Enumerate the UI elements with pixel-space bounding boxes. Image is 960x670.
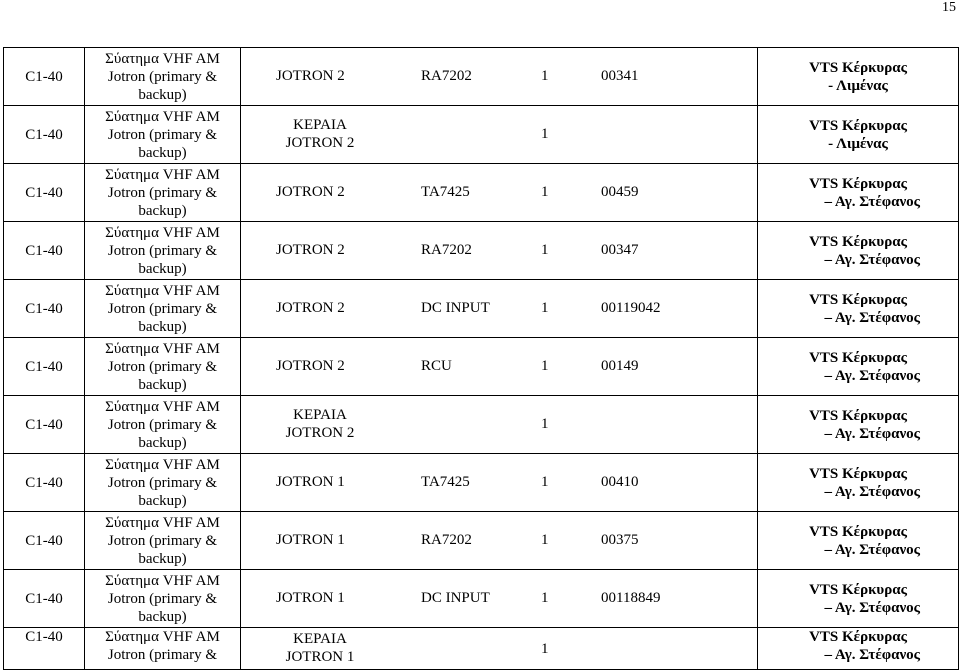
location-cell bbox=[758, 48, 959, 106]
system-cell bbox=[85, 106, 241, 164]
location-line: VTS Κέρκυρας bbox=[809, 581, 907, 598]
equipment-cell bbox=[241, 396, 758, 454]
system-line: backup) bbox=[138, 376, 187, 393]
equipment-name bbox=[275, 116, 365, 152]
code-cell: C1-40 bbox=[4, 454, 85, 512]
table-row bbox=[4, 338, 959, 396]
location-line: VTS Κέρκυρας bbox=[809, 629, 907, 645]
equipment-name-line: JOTRON 1 bbox=[276, 590, 345, 606]
location-line: – Αγ. Στέφανος bbox=[824, 309, 920, 326]
location-cell bbox=[758, 222, 959, 280]
page-number: 15 bbox=[942, 0, 956, 15]
location-line: VTS Κέρκυρας bbox=[809, 349, 907, 366]
equipment-serial: 00149 bbox=[601, 358, 639, 374]
location-line: – Αγ. Στέφανος bbox=[824, 647, 920, 663]
location-cell bbox=[758, 454, 959, 512]
equipment-name-line: JOTRON 2 bbox=[285, 135, 355, 151]
table-row bbox=[4, 628, 959, 670]
equipment-type: TA7425 bbox=[421, 184, 470, 200]
system-line: backup) bbox=[138, 608, 187, 625]
equipment-serial: 00410 bbox=[601, 474, 639, 490]
location-cell bbox=[758, 164, 959, 222]
system-line: Jotron (primary & bbox=[107, 68, 218, 85]
table-row bbox=[4, 396, 959, 454]
equipment-quantity: 1 bbox=[541, 126, 549, 142]
location-line: – Αγ. Στέφανος bbox=[824, 367, 920, 384]
system-line: Jotron (primary & bbox=[107, 590, 218, 607]
system-cell bbox=[85, 48, 241, 106]
equipment-name bbox=[276, 589, 345, 607]
equipment-type: RCU bbox=[421, 358, 452, 374]
code-cell: C1-40 bbox=[4, 628, 85, 670]
equipment-cell bbox=[241, 280, 758, 338]
system-line: backup) bbox=[138, 492, 187, 509]
system-cell bbox=[85, 338, 241, 396]
location-line: – Αγ. Στέφανος bbox=[824, 541, 920, 558]
system-line: backup) bbox=[138, 550, 187, 567]
code-cell: C1-40 bbox=[4, 222, 85, 280]
equipment-type: DC INPUT bbox=[421, 300, 490, 316]
system-line: Jotron (primary & bbox=[107, 300, 218, 317]
equipment-name bbox=[276, 241, 345, 259]
equipment-name-line: JOTRON 2 bbox=[276, 68, 345, 84]
equipment-cell bbox=[241, 628, 758, 670]
location-cell bbox=[758, 512, 959, 570]
code-cell: C1-40 bbox=[4, 48, 85, 106]
equipment-name bbox=[276, 183, 345, 201]
equipment-cell bbox=[241, 338, 758, 396]
system-line: Jotron (primary & bbox=[107, 242, 218, 259]
system-cell bbox=[85, 396, 241, 454]
equipment-cell bbox=[241, 106, 758, 164]
equipment-name-line: JOTRON 2 bbox=[276, 184, 345, 200]
equipment-serial: 00459 bbox=[601, 184, 639, 200]
table-row bbox=[4, 48, 959, 106]
code-cell: C1-40 bbox=[4, 338, 85, 396]
equipment-name bbox=[276, 299, 345, 317]
equipment-quantity: 1 bbox=[541, 184, 549, 200]
equipment-cell bbox=[241, 512, 758, 570]
system-line: backup) bbox=[138, 260, 187, 277]
equipment-quantity: 1 bbox=[541, 532, 549, 548]
equipment-name-line: JOTRON 2 bbox=[285, 425, 355, 441]
system-line: Jotron (primary & bbox=[107, 474, 218, 491]
location-line: VTS Κέρκυρας bbox=[809, 291, 907, 308]
system-line: Σύατημα VHF AM bbox=[105, 50, 220, 67]
system-line: Σύατημα VHF AM bbox=[105, 108, 220, 125]
table-row bbox=[4, 280, 959, 338]
code-cell: C1-40 bbox=[4, 164, 85, 222]
equipment-quantity: 1 bbox=[541, 641, 549, 657]
equipment-cell bbox=[241, 454, 758, 512]
location-line: – Αγ. Στέφανος bbox=[824, 425, 920, 442]
system-cell bbox=[85, 570, 241, 628]
equipment-name-line: JOTRON 2 bbox=[276, 358, 345, 374]
system-line: backup) bbox=[138, 86, 187, 103]
location-cell bbox=[758, 106, 959, 164]
location-line: VTS Κέρκυρας bbox=[809, 59, 907, 76]
system-line: Σύατημα VHF AM bbox=[105, 572, 220, 589]
inventory-table-body bbox=[4, 48, 959, 670]
equipment-cell bbox=[241, 48, 758, 106]
table-row bbox=[4, 222, 959, 280]
system-line: Jotron (primary & bbox=[107, 358, 218, 375]
system-line: Σύατημα VHF AM bbox=[105, 629, 220, 645]
equipment-serial: 00375 bbox=[601, 532, 639, 548]
equipment-type: RA7202 bbox=[421, 242, 472, 258]
equipment-serial: 00118849 bbox=[601, 590, 661, 606]
equipment-serial: 00119042 bbox=[601, 300, 661, 316]
system-cell bbox=[85, 512, 241, 570]
equipment-type: TA7425 bbox=[421, 474, 470, 490]
inventory-table bbox=[3, 47, 959, 670]
equipment-cell bbox=[241, 164, 758, 222]
system-cell bbox=[85, 280, 241, 338]
location-cell bbox=[758, 280, 959, 338]
location-line: VTS Κέρκυρας bbox=[809, 175, 907, 192]
location-line: – Αγ. Στέφανος bbox=[824, 483, 920, 500]
location-cell bbox=[758, 338, 959, 396]
location-line: VTS Κέρκυρας bbox=[809, 465, 907, 482]
location-line: VTS Κέρκυρας bbox=[809, 117, 907, 134]
equipment-serial: 00347 bbox=[601, 242, 639, 258]
system-line: Σύατημα VHF AM bbox=[105, 224, 220, 241]
system-line: Σύατημα VHF AM bbox=[105, 340, 220, 357]
equipment-cell bbox=[241, 222, 758, 280]
system-cell bbox=[85, 454, 241, 512]
equipment-name bbox=[275, 630, 365, 666]
system-line: Σύατημα VHF AM bbox=[105, 166, 220, 183]
equipment-name-line: JOTRON 1 bbox=[285, 649, 355, 665]
code-cell: C1-40 bbox=[4, 512, 85, 570]
system-line: Σύατημα VHF AM bbox=[105, 514, 220, 531]
equipment-quantity: 1 bbox=[541, 68, 549, 84]
location-line: VTS Κέρκυρας bbox=[809, 407, 907, 424]
system-line: Σύατημα VHF AM bbox=[105, 282, 220, 299]
table-row bbox=[4, 512, 959, 570]
system-line: Σύατημα VHF AM bbox=[105, 398, 220, 415]
system-line: Jotron (primary & bbox=[107, 532, 218, 549]
equipment-quantity: 1 bbox=[541, 474, 549, 490]
system-line: Jotron (primary & bbox=[107, 126, 218, 143]
location-cell bbox=[758, 570, 959, 628]
system-line: backup) bbox=[138, 434, 187, 451]
system-cell bbox=[85, 164, 241, 222]
system-line: backup) bbox=[138, 318, 187, 335]
code-cell: C1-40 bbox=[4, 106, 85, 164]
equipment-name bbox=[276, 357, 345, 375]
equipment-name-line: JOTRON 2 bbox=[276, 300, 345, 316]
equipment-quantity: 1 bbox=[541, 358, 549, 374]
system-line: Jotron (primary & bbox=[107, 416, 218, 433]
system-line: backup) bbox=[138, 144, 187, 161]
system-line: Jotron (primary & bbox=[107, 647, 218, 663]
location-line: - Λιμένας bbox=[828, 135, 888, 152]
equipment-serial: 00341 bbox=[601, 68, 639, 84]
code-cell: C1-40 bbox=[4, 570, 85, 628]
equipment-name bbox=[276, 67, 345, 85]
location-line: VTS Κέρκυρας bbox=[809, 233, 907, 250]
equipment-name bbox=[275, 406, 365, 442]
system-line: Σύατημα VHF AM bbox=[105, 456, 220, 473]
equipment-quantity: 1 bbox=[541, 242, 549, 258]
equipment-name-line: JOTRON 2 bbox=[276, 242, 345, 258]
equipment-type: RA7202 bbox=[421, 532, 472, 548]
code-cell: C1-40 bbox=[4, 396, 85, 454]
location-line: - Λιμένας bbox=[828, 77, 888, 94]
equipment-quantity: 1 bbox=[541, 590, 549, 606]
table-row bbox=[4, 454, 959, 512]
equipment-name bbox=[276, 531, 345, 549]
table-row bbox=[4, 570, 959, 628]
equipment-name-line: ΚΕΡΑΙΑ bbox=[293, 631, 347, 647]
equipment-cell bbox=[241, 570, 758, 628]
table-row bbox=[4, 164, 959, 222]
location-cell bbox=[758, 396, 959, 454]
code-cell: C1-40 bbox=[4, 280, 85, 338]
location-line: – Αγ. Στέφανος bbox=[824, 599, 920, 616]
equipment-quantity: 1 bbox=[541, 300, 549, 316]
location-line: – Αγ. Στέφανος bbox=[824, 193, 920, 210]
equipment-name-line: ΚΕΡΑΙΑ bbox=[293, 407, 347, 423]
equipment-type: RA7202 bbox=[421, 68, 472, 84]
equipment-type: DC INPUT bbox=[421, 590, 490, 606]
equipment-name bbox=[276, 473, 345, 491]
system-cell bbox=[85, 628, 241, 670]
system-line: Jotron (primary & bbox=[107, 184, 218, 201]
equipment-quantity: 1 bbox=[541, 416, 549, 432]
equipment-name-line: JOTRON 1 bbox=[276, 474, 345, 490]
table-row bbox=[4, 106, 959, 164]
equipment-name-line: ΚΕΡΑΙΑ bbox=[293, 117, 347, 133]
location-cell bbox=[758, 628, 959, 670]
system-cell bbox=[85, 222, 241, 280]
system-line: backup) bbox=[138, 202, 187, 219]
location-line: – Αγ. Στέφανος bbox=[824, 251, 920, 268]
equipment-name-line: JOTRON 1 bbox=[276, 532, 345, 548]
location-line: VTS Κέρκυρας bbox=[809, 523, 907, 540]
